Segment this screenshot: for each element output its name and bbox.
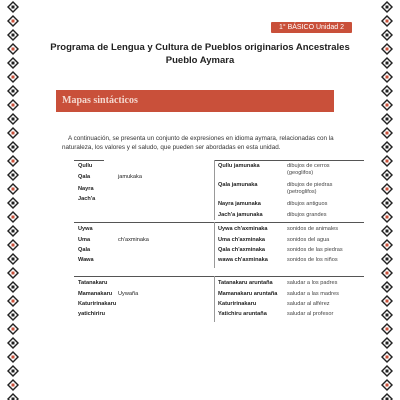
root-word: Nayra — [78, 186, 94, 192]
meaning: dibujos antiguos — [287, 201, 328, 207]
diamond-center — [12, 384, 15, 387]
expression: wawa ch'axminaka — [218, 257, 268, 263]
diamond-center — [386, 342, 389, 345]
expression: Nayra jamunaka — [218, 201, 261, 207]
expression: Jach'a jamunaka — [218, 212, 263, 218]
root-word: Qala — [78, 174, 91, 180]
diamond-center — [12, 160, 15, 163]
diamond-center — [12, 20, 15, 23]
root-word: Uma — [78, 237, 91, 243]
section-title: Mapas sintácticos — [56, 90, 334, 112]
root-word: Katuririnakaru — [78, 301, 117, 307]
expression: Uywa ch'axminaka — [218, 226, 268, 232]
diamond-center — [386, 160, 389, 163]
diamond-center — [12, 118, 15, 121]
diamond-center — [386, 384, 389, 387]
meaning: sonidos de las piedras — [287, 247, 343, 253]
diamond-center — [12, 216, 15, 219]
expression: Yatichiru aruntaña — [218, 311, 267, 317]
suffix-word: ch'axminaka — [118, 237, 149, 243]
diamond-center — [12, 328, 15, 331]
diamond-center — [12, 76, 15, 79]
meaning-note: (geoglifos) — [287, 170, 314, 176]
diamond-center — [386, 34, 389, 37]
diamond-center — [386, 286, 389, 289]
diamond-center — [386, 76, 389, 79]
diamond-center — [12, 230, 15, 233]
root-word: Jach'a — [78, 196, 96, 202]
expression: Katuririnakaru — [218, 301, 257, 307]
suffix-word: jamukaka — [118, 174, 142, 180]
diamond-center — [386, 188, 389, 191]
diamond-center — [386, 132, 389, 135]
diamond-center — [12, 90, 15, 93]
people-title: Pueblo Aymara — [165, 55, 235, 66]
diamond-center — [12, 342, 15, 345]
meaning: sonidos del agua — [287, 237, 330, 243]
diamond-center — [386, 370, 389, 373]
root-word: Mamanakaru — [78, 291, 113, 297]
diamond-center — [12, 146, 15, 149]
diamond-center — [12, 104, 15, 107]
diamond-center — [12, 174, 15, 177]
diamond-center — [386, 300, 389, 303]
diamond-center — [386, 314, 389, 317]
expression: Uma ch'axminaka — [218, 237, 266, 243]
meaning: saludar a las madres — [287, 291, 339, 297]
diamond-center — [386, 20, 389, 23]
diamond-center — [12, 286, 15, 289]
diamond-center — [386, 216, 389, 219]
diamond-center — [386, 104, 389, 107]
expression: Mamanakaru aruntaña — [218, 291, 278, 297]
diamond-center — [386, 90, 389, 93]
root-word: Wawa — [78, 257, 94, 263]
diamond-center — [12, 272, 15, 275]
meaning: sonidos de animales — [287, 226, 338, 232]
expression: Qala jamunaka — [218, 182, 258, 188]
root-word: Qullu — [78, 163, 93, 169]
root-word: Qala — [78, 247, 91, 253]
root-word: yatichiriru — [78, 311, 106, 317]
diamond-center — [386, 174, 389, 177]
meaning: saludar al alférez — [287, 301, 330, 307]
suffix-word: Uywaña — [118, 291, 139, 297]
diamond-center — [386, 230, 389, 233]
diamond-center — [386, 6, 389, 9]
meaning: dibujos grandes — [287, 212, 327, 218]
intro-paragraph: A continuación, se presenta un conjunto de expresiones en idioma aymara, relacionadas con la naturaleza, los valores y el saludo, que pueden ser abordadas en esta unidad. — [62, 135, 334, 151]
diamond-center — [386, 272, 389, 275]
diamond-center — [12, 188, 15, 191]
diamond-center — [386, 118, 389, 121]
root-word: Tatanakaru — [78, 280, 108, 286]
meaning: saludar a los padres — [287, 280, 338, 286]
root-word: Uywa — [78, 226, 93, 232]
diamond-center — [12, 300, 15, 303]
diamond-center — [386, 356, 389, 359]
diamond-center — [12, 244, 15, 247]
meaning-note: (petroglifos) — [287, 189, 317, 195]
diamond-center — [12, 34, 15, 37]
meaning: saludar al profesor — [287, 311, 334, 317]
unit-badge: 1° BÁSICO Unidad 2 — [271, 22, 352, 33]
diamond-center — [12, 356, 15, 359]
diamond-center — [12, 6, 15, 9]
diamond-center — [12, 132, 15, 135]
diamond-center — [386, 258, 389, 261]
expression: Qala ch'axminaka — [218, 247, 266, 253]
meaning: dibujos de cerros — [287, 163, 330, 169]
expression: Qullu jamunaka — [218, 163, 260, 169]
diamond-center — [386, 244, 389, 247]
diamond-center — [12, 314, 15, 317]
diamond-center — [386, 202, 389, 205]
expression: Tatanakaru aruntaña — [218, 280, 273, 286]
diamond-center — [12, 370, 15, 373]
program-title: Programa de Lengua y Cultura de Pueblos originarios Ancestrales — [50, 42, 350, 53]
diamond-center — [386, 146, 389, 149]
meaning: dibujos de piedras — [287, 182, 333, 188]
page-header — [0, 42, 400, 66]
diamond-center — [12, 202, 15, 205]
meaning: sonidos de los niños — [287, 257, 338, 263]
diamond-center — [12, 258, 15, 261]
diamond-center — [386, 328, 389, 331]
